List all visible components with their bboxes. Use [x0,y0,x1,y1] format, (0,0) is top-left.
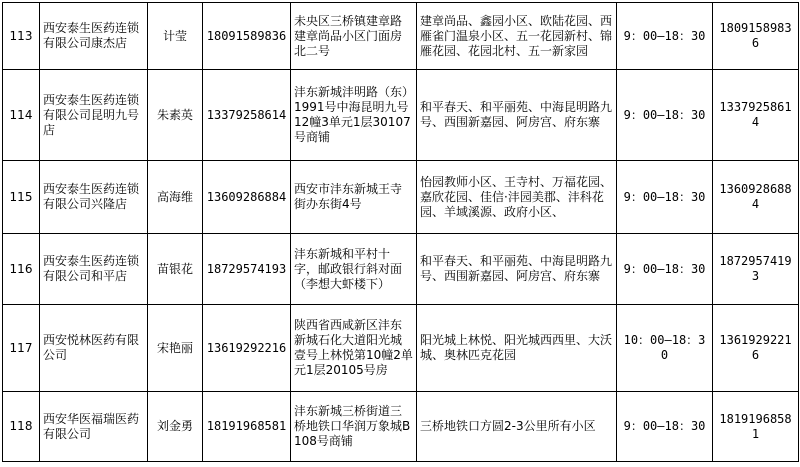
store-table [2,2,799,462]
store-name: 西安华医福瑞医药有限公司 [40,392,148,462]
row-index: 113 [3,3,40,70]
service-area: 和平春天、和平丽苑、中海昆明路九号、西围新嘉园、阿房宫、府东寨 [417,234,617,305]
store-address: 未央区三桥镇建章路建章尚品小区门面房北二号 [291,3,417,70]
contact-person: 计莹 [148,3,203,70]
contact-phone: 18729574193 [203,234,291,305]
store-address: 沣东新城和平村十字，邮政银行斜对面（李想大虾楼下） [291,234,417,305]
contact-phone: 13379258614 [203,70,291,161]
table-row [3,3,799,70]
service-area: 建章尚品、鑫园小区、欧陆花园、西雁雀门温泉小区、五一花园新村、锦雁花园、花园北村、五一新家园 [417,3,617,70]
contact-person: 朱素英 [148,70,203,161]
store-name: 西安悦林医药有限公司 [40,305,148,392]
service-area: 和平春天、和平丽苑、中海昆明路九号、西围新嘉园、阿房宫、府东寨 [417,70,617,161]
business-hours: 9：00—18：30 [617,234,713,305]
contact-phone: 13609286884 [203,161,291,234]
table-row [3,392,799,462]
store-name: 西安泰生医药连锁有限公司康杰店 [40,3,148,70]
store-name: 西安泰生医药连锁有限公司昆明九号店 [40,70,148,161]
business-hours: 10：00—18：30 [617,305,713,392]
row-index: 114 [3,70,40,161]
business-hours: 9：00—18：30 [617,70,713,161]
service-phone: 13619292216 [713,305,799,392]
contact-person: 刘金勇 [148,392,203,462]
table-row [3,70,799,161]
store-address: 陕西省西咸新区沣东新城石化大道阳光城壹号上林悦第10幢2单元1层20105号房 [291,305,417,392]
service-phone: 18091589836 [713,3,799,70]
store-address: 沣东新城三桥街道三桥地铁口华润万象城B108号商铺 [291,392,417,462]
service-phone: 18191968581 [713,392,799,462]
contact-phone: 18091589836 [203,3,291,70]
contact-phone: 13619292216 [203,305,291,392]
business-hours: 9：00—18：30 [617,3,713,70]
row-index: 115 [3,161,40,234]
service-area: 三桥地铁口方圆2-3公里所有小区 [417,392,617,462]
table-row [3,234,799,305]
table-row [3,305,799,392]
service-area: 怡园教师小区、王寺村、万福花园、嘉欣花园、佳信·沣园美郡、沣科花园、羊域溪源、政府小区、 [417,161,617,234]
store-name: 西安泰生医药连锁有限公司和平店 [40,234,148,305]
contact-phone: 18191968581 [203,392,291,462]
contact-person: 苗银花 [148,234,203,305]
store-address: 西安市沣东新城王寺街办东街4号 [291,161,417,234]
contact-person: 高海维 [148,161,203,234]
service-area: 阳光城上林悦、阳光城西西里、大沃城、奥林匹克花园 [417,305,617,392]
business-hours: 9：00—18：30 [617,161,713,234]
service-phone: 18729574193 [713,234,799,305]
row-index: 118 [3,392,40,462]
table-row [3,161,799,234]
service-phone: 13609286884 [713,161,799,234]
store-address: 沣东新城沣明路（东）1991号中海昆明九号12幢3单元1层30107号商铺 [291,70,417,161]
row-index: 117 [3,305,40,392]
business-hours: 9：00—18：30 [617,392,713,462]
service-phone: 13379258614 [713,70,799,161]
store-name: 西安泰生医药连锁有限公司兴隆店 [40,161,148,234]
contact-person: 宋艳丽 [148,305,203,392]
row-index: 116 [3,234,40,305]
